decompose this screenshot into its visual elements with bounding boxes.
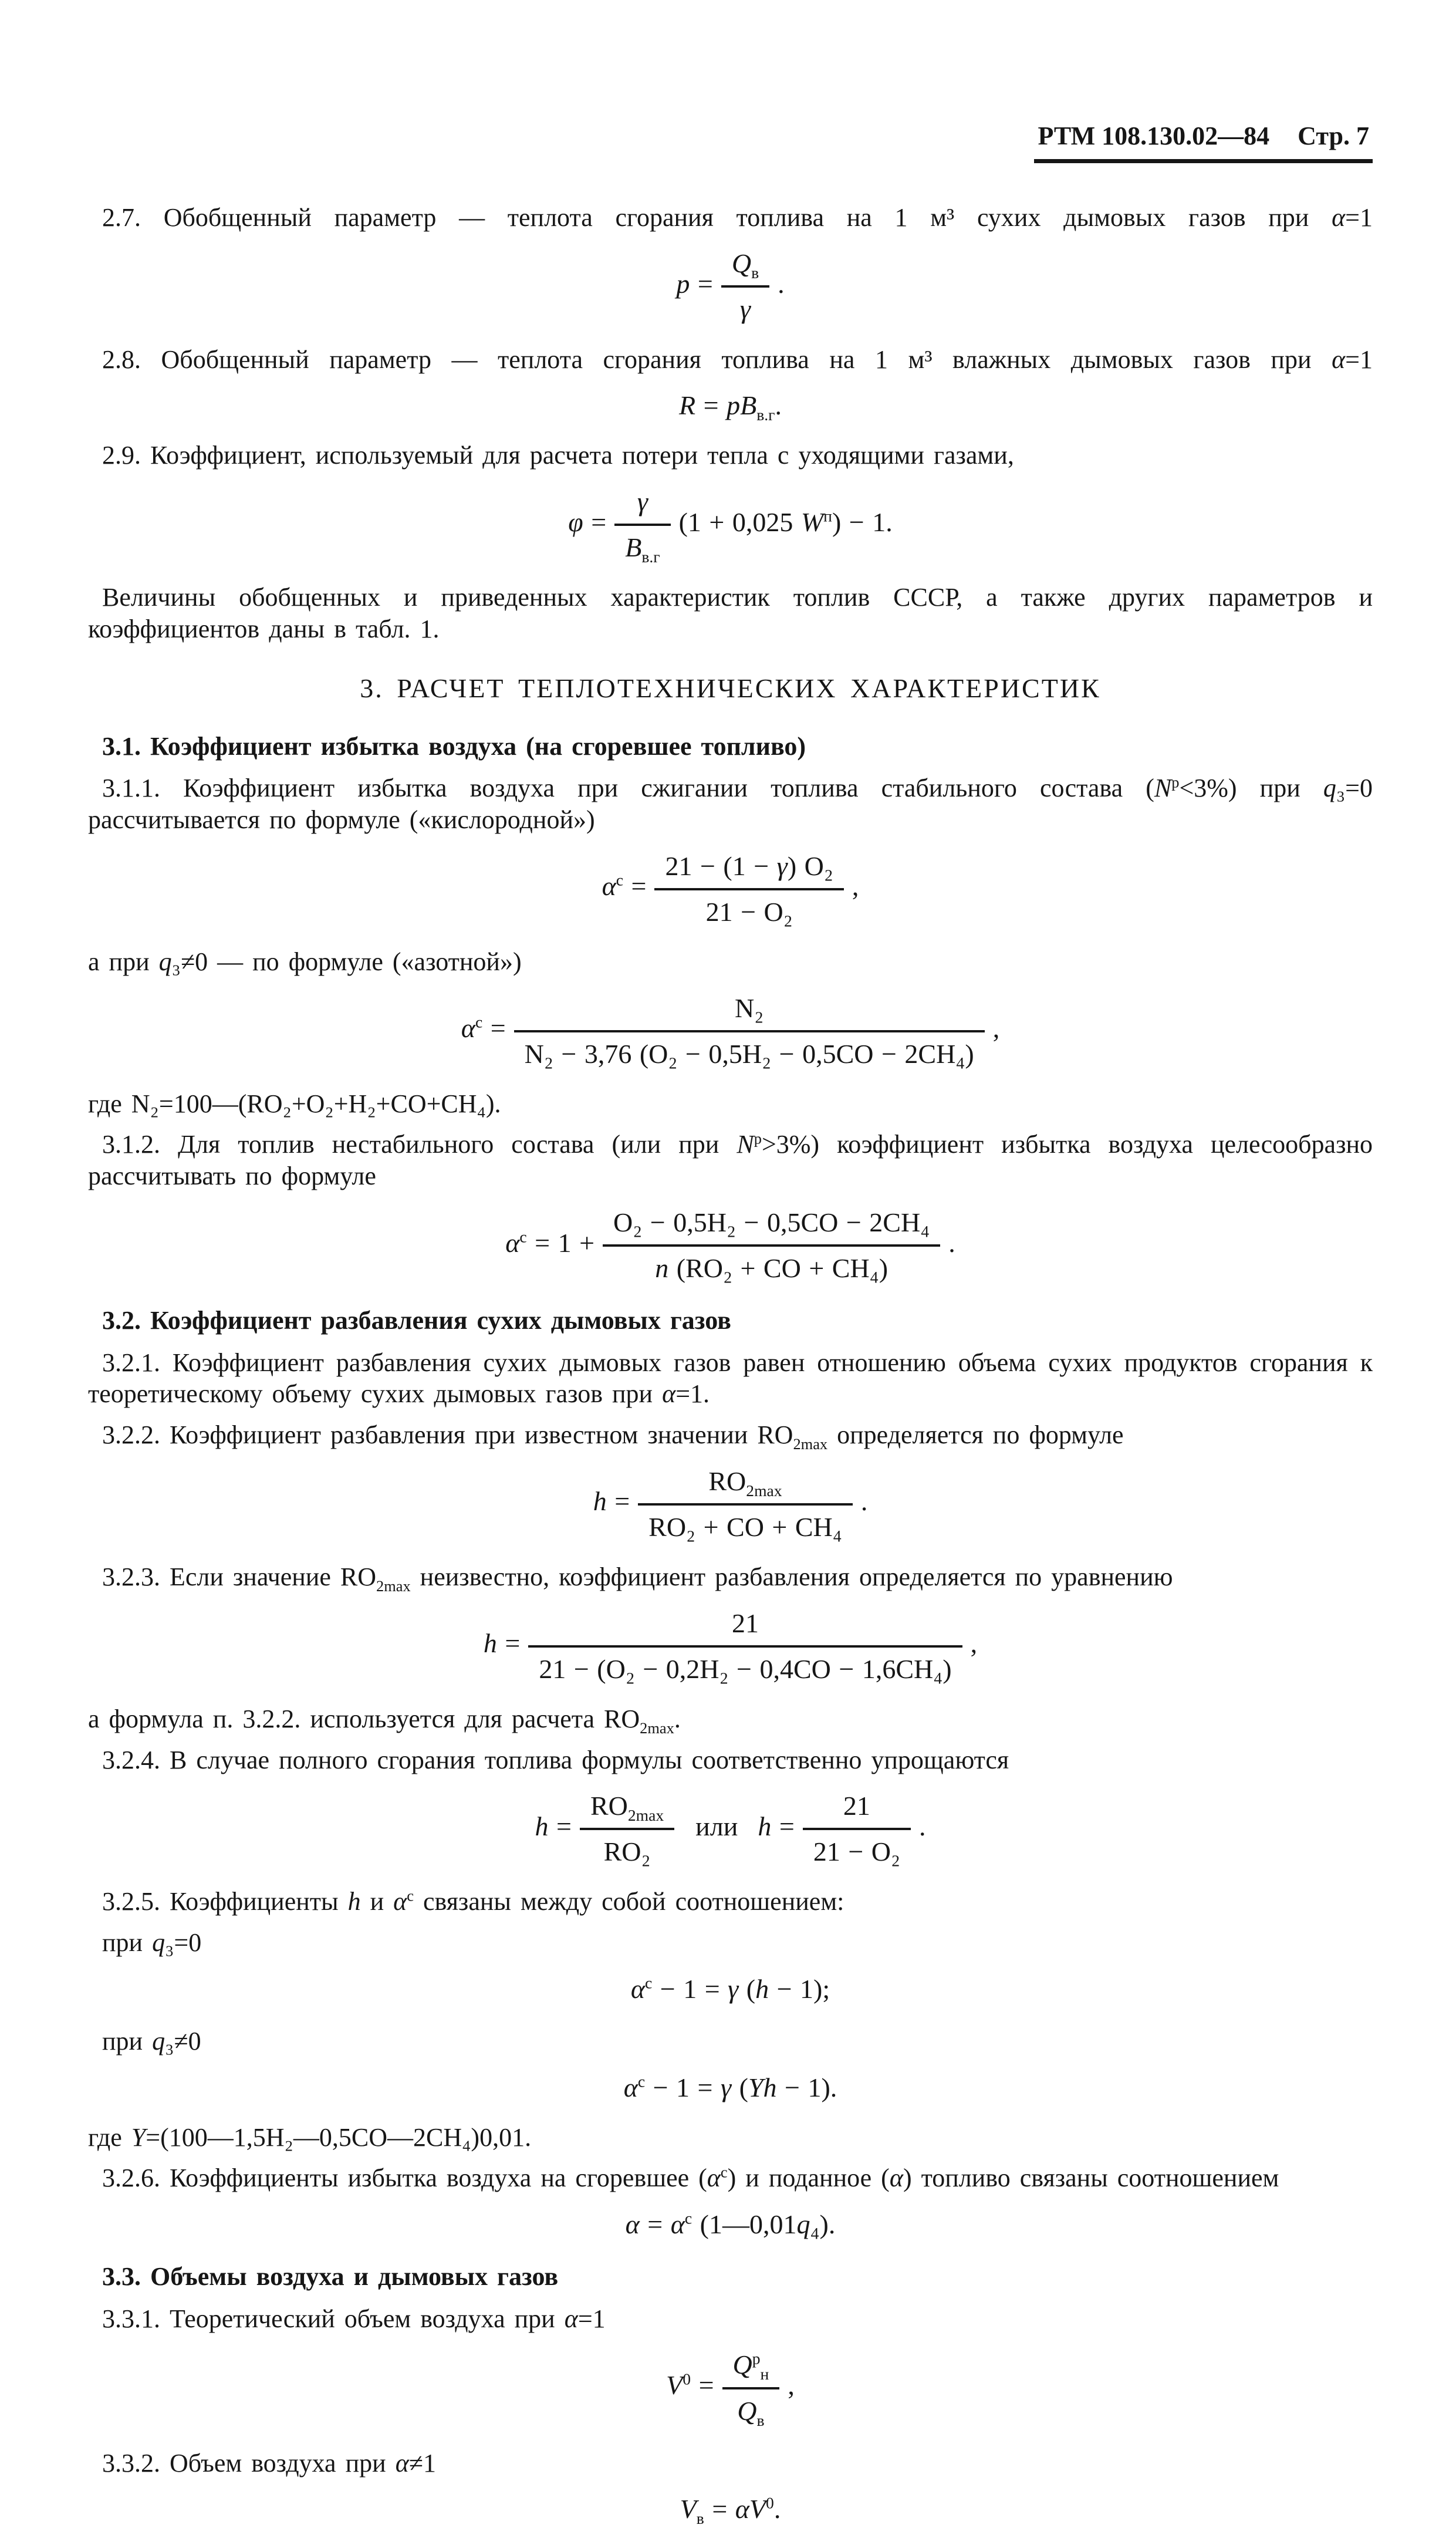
formula-3-2-2-fraction: $\frac{RO_{2max}}{\text{RO₂ + CO + CH₄}}$ bbox=[638, 1465, 853, 1544]
formula-3-1-2-lhs: $\alpha^с = 1$ + bbox=[505, 1227, 595, 1258]
formula-3-2-2-tail: . bbox=[860, 1486, 868, 1517]
formula-3-3-2 bbox=[88, 2493, 1373, 2526]
formula-3-3-1-tail: , bbox=[788, 2370, 795, 2401]
formula-3-2-4-or: или bbox=[695, 1811, 738, 1841]
formula-3-1-2-tail: . bbox=[948, 1227, 955, 1258]
paragraph-3-2-5: 3.2.5. Коэффициенты h и $\alpha^с$ связаны между собой соотношением: bbox=[102, 1886, 844, 1916]
formula-3-3-1 bbox=[88, 2348, 1373, 2427]
section-3-heading: 3. РАСЧЕТ ТЕПЛОТЕХНИЧЕСКИХ ХАРАКТЕРИСТИК bbox=[360, 673, 1101, 703]
formula-3-1-1b-tail: , bbox=[992, 1013, 1000, 1044]
formula-3-2-2-lhs: h = bbox=[593, 1486, 630, 1517]
paragraph-nitrogen-formula-intro: а при q₃≠0 — по формуле («азотной») bbox=[88, 947, 522, 976]
paragraph-table-note: Величины обобщенных и приведенных характеристик топлив СССР, а также других параметров и коэффициентов даны в табл. 1. bbox=[88, 583, 1373, 643]
paragraph-3-1-1: 3.1.1. Коэффициент избытка воздуха при сжигании топлива стабильного состава $(N^р<3\%)$ при q₃=0 рассчитывается по формуле («кислородной») bbox=[88, 773, 1373, 835]
formula-3-2-4-fraction1: $\frac{RO_{2max}}{\text{RO₂}}$ bbox=[580, 1790, 674, 1868]
paragraph-3-3-1: 3.3.1. Теоретический объем воздуха при α=1 bbox=[102, 2304, 606, 2333]
paragraph-3-2-4: 3.2.4. В случае полного сгорания топлива формулы соответственно упрощаются bbox=[102, 1745, 1009, 1774]
formula-3-3-2-body: $V_в = \alpha V^0$. bbox=[680, 2494, 781, 2528]
formula-3-2-5a-body: $\alpha^с - 1 = \gamma$ (h − 1); bbox=[630, 1973, 830, 2004]
formula-3-1-1-oxygen bbox=[88, 850, 1373, 929]
formula-3-1-1-nitrogen bbox=[88, 992, 1373, 1071]
formula-3-2-4-fraction2: $\frac{21}{\text{21 − O₂}}$ bbox=[803, 1790, 911, 1868]
paragraph-3-2-3: 3.2.3. Если значение $RO_{2max}$ неизвестно, коэффициент разбавления определяется по уравнению bbox=[102, 1562, 1173, 1595]
paragraph-formula-322-note: а формула п. 3.2.2. используется для расчета $RO_{2max}$. bbox=[88, 1704, 681, 1737]
formula-3-2-3-tail: , bbox=[970, 1628, 978, 1659]
paragraph-3-2-2: 3.2.2. Коэффициент разбавления при известном значении $RO_{2max}$ определяется по формуле bbox=[102, 1420, 1124, 1453]
formula-3-2-5b bbox=[88, 2071, 1373, 2104]
formula-3-2-3 bbox=[88, 1607, 1373, 1686]
formula-3-2-2 bbox=[88, 1465, 1373, 1544]
formula-2-7 bbox=[88, 247, 1373, 326]
formula-3-1-1b-lhs: $\alpha^с$ = bbox=[461, 1012, 506, 1044]
subsection-3-2-heading: 3.2. Коэффициент разбавления сухих дымовых газов bbox=[102, 1306, 731, 1335]
formula-2-7-lhs: p = bbox=[676, 269, 713, 299]
paragraph-2-8: 2.8. Обобщенный параметр — теплота сгорания топлива на 1 м³ влажных дымовых газов при α=1 bbox=[102, 345, 1373, 374]
subsection-3-3-heading: 3.3. Объемы воздуха и дымовых газов bbox=[102, 2262, 559, 2291]
paragraph-3-2-1: 3.2.1. Коэффициент разбавления сухих дымовых газов равен отношению объема сухих продуктов сгорания к теоретическому объему сухих дымовых газов при α=1. bbox=[88, 1348, 1373, 1409]
paragraph-3-3-2: 3.3.2. Объем воздуха при α≠1 bbox=[102, 2448, 436, 2478]
paragraph-2-7: 2.7. Обобщенный параметр — теплота сгорания топлива на 1 м³ сухих дымовых газов при α=1 bbox=[102, 202, 1373, 232]
formula-3-1-1a-tail: , bbox=[852, 871, 859, 902]
formula-3-2-4-lhs2: h = bbox=[758, 1811, 795, 1841]
formula-3-2-5a bbox=[88, 1973, 1373, 2006]
document-code: РТМ 108.130.02—84 bbox=[1038, 121, 1270, 150]
page-header bbox=[88, 120, 1373, 163]
paragraph-2-9: 2.9. Коэффициент, используемый для расчета потери тепла с уходящими газами, bbox=[102, 441, 1014, 470]
formula-3-1-1a-lhs: $\alpha^с$ = bbox=[602, 871, 647, 902]
formula-2-9 bbox=[88, 485, 1373, 564]
page-number: Стр. 7 bbox=[1298, 121, 1369, 150]
page-header-underlined bbox=[1034, 120, 1373, 163]
formula-3-1-1b-fraction: $\frac{\text{N₂}}{\text{N₂ − 3,76 (O₂ − 0,5H₂ − 0,5CO − 2CH₄)}}$ bbox=[514, 992, 985, 1071]
paragraph-case-q3-zero: при q₃=0 bbox=[102, 1928, 202, 1957]
paragraph-3-2-6: 3.2.6. Коэффициенты избытка воздуха на сгоревшее $(\alpha^с)$ и поданное (α) топливо связаны соотношением bbox=[102, 2163, 1279, 2193]
formula-3-3-1-fraction: $\frac{Q^р_н}{Q_в}$ bbox=[722, 2348, 780, 2427]
formula-3-2-4 bbox=[88, 1790, 1373, 1868]
formula-3-2-5b-body: $\alpha^с - 1 = \gamma$ (Yh − 1). bbox=[623, 2072, 837, 2102]
paragraph-case-q3-nonzero: при q₃≠0 bbox=[102, 2026, 201, 2056]
formula-3-2-3-lhs: h = bbox=[483, 1628, 521, 1659]
subsection-3-1-heading: 3.1. Коэффициент избытка воздуха (на сгоревшее топливо) bbox=[102, 731, 806, 761]
formula-2-9-fraction: $\frac{\gamma}{B_{в.г}}$ bbox=[614, 485, 670, 564]
formula-2-9-lhs: φ = bbox=[568, 507, 607, 537]
paragraph-where-n2: где N₂=100—(RO₂+O₂+H₂+CO+CH₄). bbox=[88, 1089, 501, 1118]
paragraph-3-1-2: 3.1.2. Для топлив нестабильного состава (или при $N^р>3\%$) коэффициент избытка воздуха целесообразно рассчитывать по формуле bbox=[88, 1129, 1373, 1191]
formula-2-7-fraction: $\frac{Q_в}{\gamma}$ bbox=[721, 247, 769, 326]
formula-3-2-4-tail: . bbox=[919, 1811, 926, 1841]
formula-2-9-tail: (1 + 0,025 $W^п) - 1$. bbox=[678, 507, 893, 537]
formula-3-2-6-body: $\alpha = \alpha^с$ (1—0,01q₄). bbox=[625, 2209, 836, 2239]
formula-3-1-2 bbox=[88, 1206, 1373, 1285]
formula-3-1-2-fraction: $\frac{\text{O₂ − 0,5H₂ − 0,5CO − 2CH₄}}{\text{n (RO₂ + CO + CH₄)}}$ bbox=[603, 1206, 940, 1285]
formula-3-1-1a-fraction: $\frac{\text{21 − (1 − γ) O₂}}{\text{21 − O₂}}$ bbox=[654, 850, 843, 929]
formula-3-2-4-lhs1: h = bbox=[535, 1811, 572, 1841]
formula-2-8 bbox=[88, 389, 1373, 422]
formula-2-8-body: $R = pB_{в.г}$. bbox=[679, 390, 782, 424]
paragraph-where-y: где Y=(100—1,5H₂—0,5CO—2CH₄)0,01. bbox=[88, 2122, 532, 2152]
formula-3-3-1-lhs: $V^0$ = bbox=[666, 2370, 714, 2401]
formula-2-7-tail: . bbox=[778, 269, 785, 299]
formula-3-2-3-fraction: $\frac{21}{\text{21 − (O₂ − 0,2H₂ − 0,4CO − 1,6CH₄)}}$ bbox=[528, 1607, 962, 1686]
formula-3-2-6 bbox=[88, 2208, 1373, 2241]
